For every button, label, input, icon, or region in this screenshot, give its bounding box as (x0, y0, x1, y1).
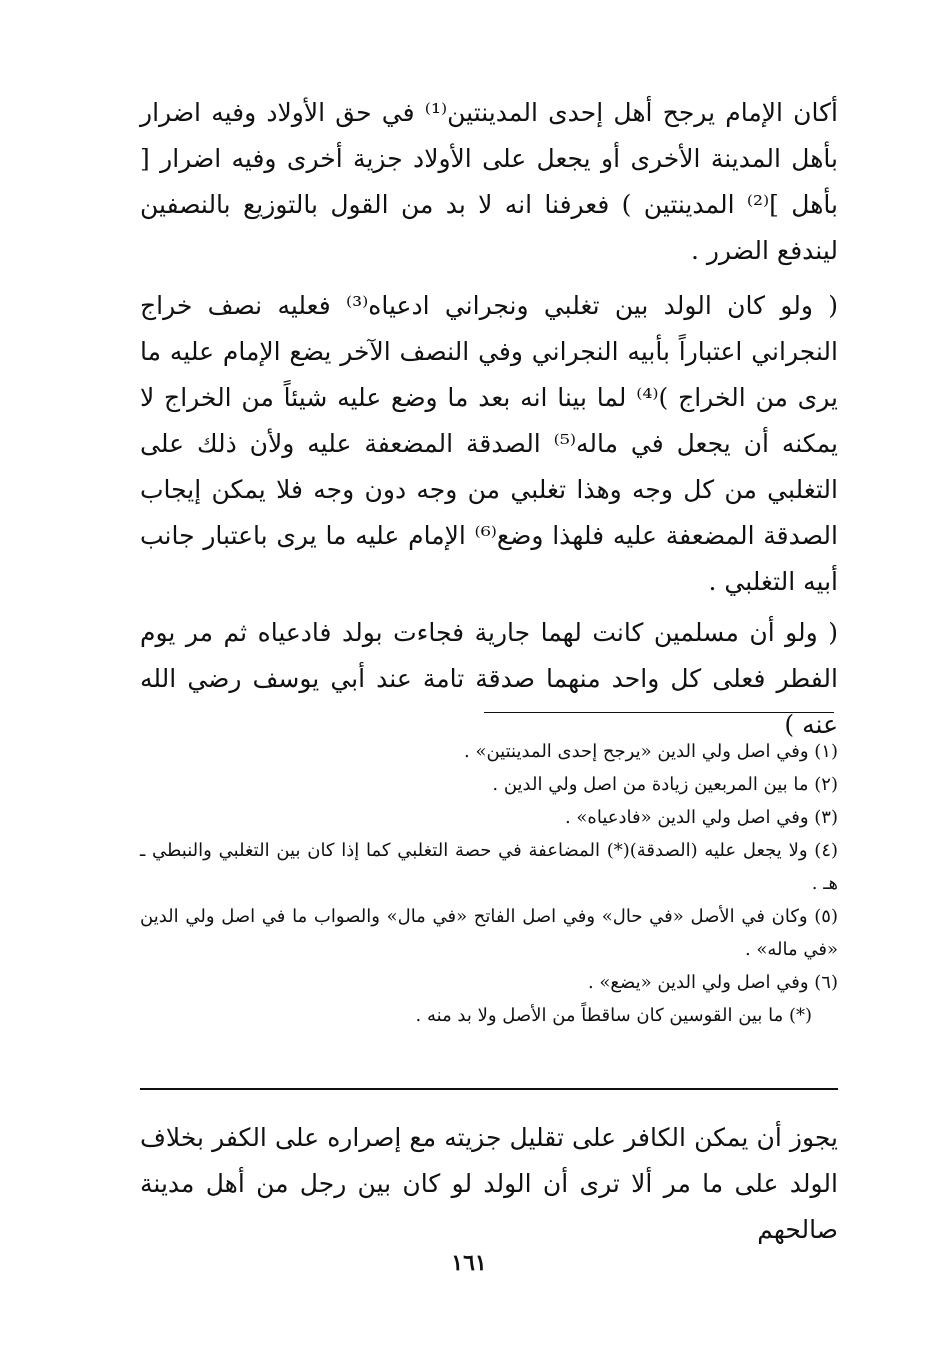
footnote-6: (٦) وفي اصل ولي الدين «يضع» . (587, 972, 838, 993)
footnotes (140, 735, 838, 1032)
main-paragraph-2 (140, 283, 838, 605)
paragraph-text: أكان الإمام يرجح أهل إحدى المدينتين⁽¹⁾ في حق الأولاد وفيه اضرار بأهل المدينة الأخرى أو يجعل على الأولاد جزية أخرى وفيه اضرار [ بأهل ]⁽²⁾ المدينتين ) فعرفنا انه لا بد من القول بالتوزيع بالنصفين ليندفع الضرر . (140, 98, 838, 265)
paragraph-text: ( ولو كان الولد بين تغلبي ونجراني ادعياه⁽³⁾ فعليه نصف خراج النجراني اعتباراً بأبيه النجراني وفي النصف الآخر يضع الإمام عليه ما يرى من الخراج )⁽⁴⁾ لما بينا انه بعد ما وضع عليه شيئاً من الخراج لا يمكنه أن يجعل في ماله⁽⁵⁾ الصدقة المضعفة عليه ولأن ذلك على التغلبي من كل وجه وهذا تغلبي من وجه دون وجه فلا يمكن إيجاب الصدقة المضعفة عليه فلهذا وضع⁽⁶⁾ الإمام عليه ما يرى باعتبار جانب أبيه التغلبي . (140, 291, 838, 596)
footnote-1: (١) وفي اصل ولي الدين «يرجح إحدى المدينتين» . (464, 741, 838, 762)
footnote-2: (٢) ما بين المربعين زيادة من اصل ولي الدين . (492, 774, 838, 795)
main-paragraph-4 (140, 1115, 838, 1253)
footnote-5: (٥) وكان في الأصل «في حال» وفي اصل الفاتح «في مال» والصواب ما في اصل ولي الدين «في ماله» . (140, 906, 838, 960)
main-paragraph-3 (140, 610, 838, 748)
footnote-3: (٣) وفي اصل ولي الدين «فادعياه» . (564, 807, 838, 828)
page-number: ١٦١ (451, 1250, 487, 1276)
section-separator (140, 1088, 838, 1090)
footnote-asterisk: (*) ما بين القوسين كان ساقطاً من الأصل ولا بد منه . (415, 1005, 812, 1026)
footnote-4: (٤) ولا يجعل عليه (الصدقة)(*) المضاعفة في حصة التغلبي كما إذا كان بين التغلبي والنبطي ـ هـ . (140, 840, 839, 894)
footnote-separator (484, 712, 834, 713)
paragraph-text: ( ولو أن مسلمين كانت لهما جارية فجاءت بولد فادعياه ثم مر يوم الفطر فعلى كل واحد منهما صدقة تامة عند أبي يوسف رضي الله عنه ) (140, 618, 838, 739)
paragraph-text: يجوز أن يمكن الكافر على تقليل جزيته مع إصراره على الكفر بخلاف الولد على ما مر ألا ترى أن الولد لو كان بين رجل من أهل مدينة صالحهم (140, 1123, 838, 1244)
main-paragraph-1 (140, 90, 838, 274)
